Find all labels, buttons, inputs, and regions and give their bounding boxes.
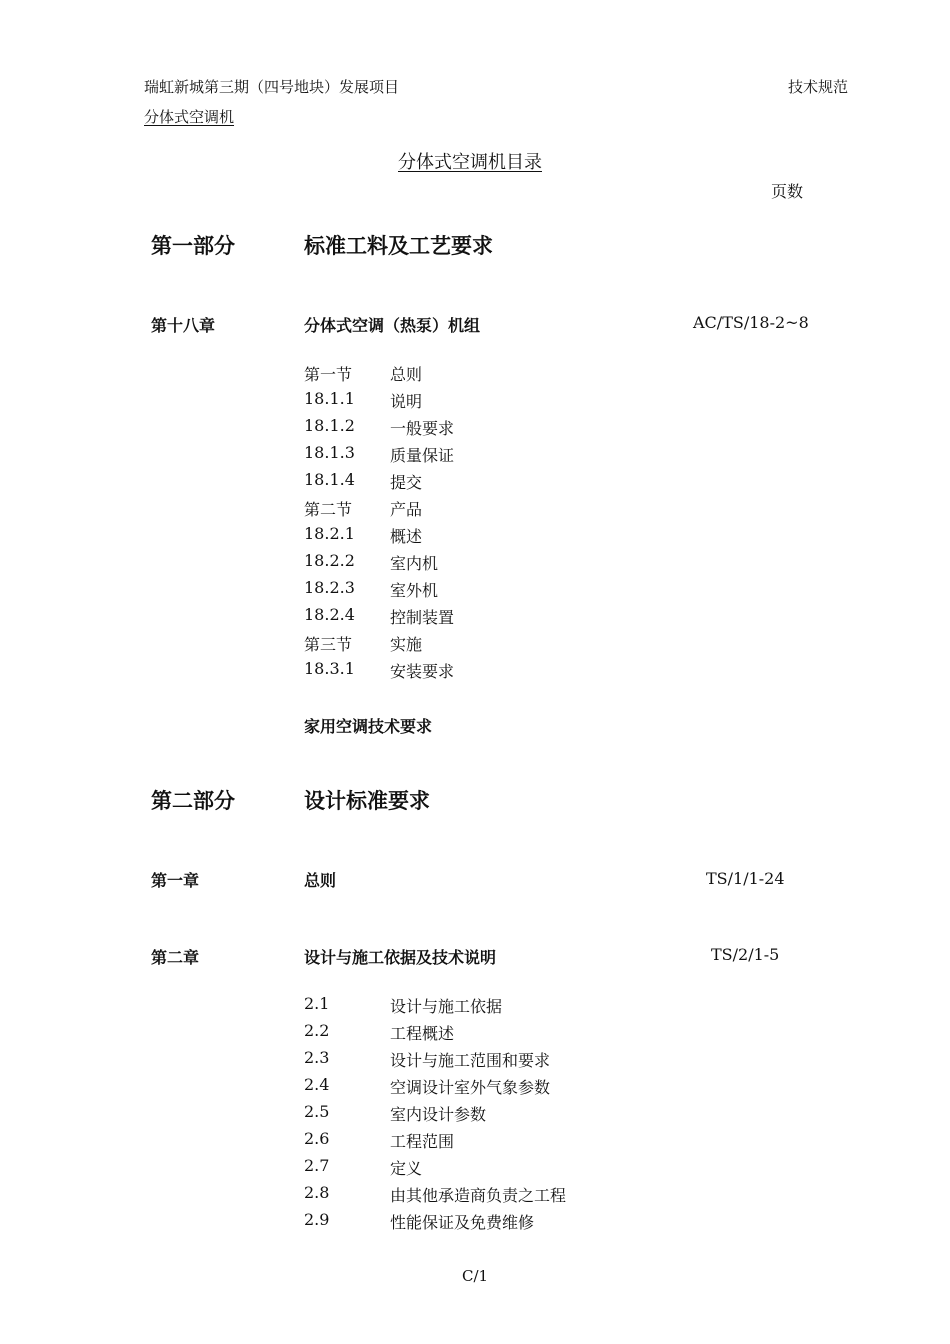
section-number: 18.3.1 [304,659,355,678]
section-number: 2.5 [304,1102,330,1121]
header-spec-label: 技术规范 [788,78,849,96]
section-title: 室内机 [390,554,439,573]
section-title: 性能保证及免费维修 [390,1213,535,1232]
section-title: 定义 [390,1159,423,1178]
section-title: 设计与施工依据 [390,997,503,1016]
chapter2-label: 第二章 [151,948,200,967]
section-title: 设计与施工范围和要求 [390,1051,551,1070]
section-title: 实施 [390,635,423,654]
section-number: 18.1.4 [304,470,355,489]
section-title: 室外机 [390,581,439,600]
section-title: 控制装置 [390,608,455,627]
page-column-label: 页数 [771,182,804,201]
section-title: 一般要求 [390,419,455,438]
chapter18-ref: AC/TS/18-2~8 [693,313,809,332]
toc-title: 分体式空调机目录 [398,152,542,173]
section-number: 2.7 [304,1156,330,1175]
section-number: 18.2.3 [304,578,355,597]
section-number: 第二节 [304,500,353,519]
section-title: 空调设计室外气象参数 [390,1078,551,1097]
section-number: 18.1.3 [304,443,355,462]
chapter1-title: 总则 [304,871,337,890]
section-title: 工程范围 [390,1132,455,1151]
section-number: 2.2 [304,1021,330,1040]
section-number: 2.4 [304,1075,330,1094]
section-number: 2.1 [304,994,330,1013]
section-title: 安装要求 [390,662,455,681]
chapter1-label: 第一章 [151,871,200,890]
chapter2-ref: TS/2/1-5 [711,945,780,964]
section-title: 概述 [390,527,423,546]
part1-label: 第一部分 [151,233,235,258]
section-title: 质量保证 [390,446,455,465]
section-number: 18.2.4 [304,605,355,624]
section-number: 第一节 [304,365,353,384]
appendix-title: 家用空调技术要求 [304,717,433,736]
section-title: 产品 [390,500,423,519]
chapter2-title: 设计与施工依据及技术说明 [304,948,497,967]
section-number: 2.8 [304,1183,330,1202]
section-number: 18.2.2 [304,551,355,570]
section-title: 说明 [390,392,423,411]
section-title: 室内设计参数 [390,1105,487,1124]
section-title: 提交 [390,473,423,492]
section-number: 18.1.2 [304,416,355,435]
chapter18-label: 第十八章 [151,316,216,335]
section-number: 18.1.1 [304,389,355,408]
section-title: 由其他承造商负责之工程 [390,1186,567,1205]
section-number: 2.9 [304,1210,330,1229]
header-project: 瑞虹新城第三期（四号地块）发展项目 [144,78,400,96]
page-number: C/1 [462,1267,489,1285]
part2-title: 设计标准要求 [304,788,430,813]
section-number: 2.6 [304,1129,330,1148]
section-title: 工程概述 [390,1024,455,1043]
section-title: 总则 [390,365,423,384]
header-subject: 分体式空调机 [144,108,235,126]
part2-label: 第二部分 [151,788,235,813]
section-number: 第三节 [304,635,353,654]
section-number: 2.3 [304,1048,330,1067]
section-number: 18.2.1 [304,524,355,543]
part1-title: 标准工料及工艺要求 [304,233,493,258]
chapter1-ref: TS/1/1-24 [706,869,785,888]
chapter18-title: 分体式空调（热泵）机组 [304,316,481,335]
